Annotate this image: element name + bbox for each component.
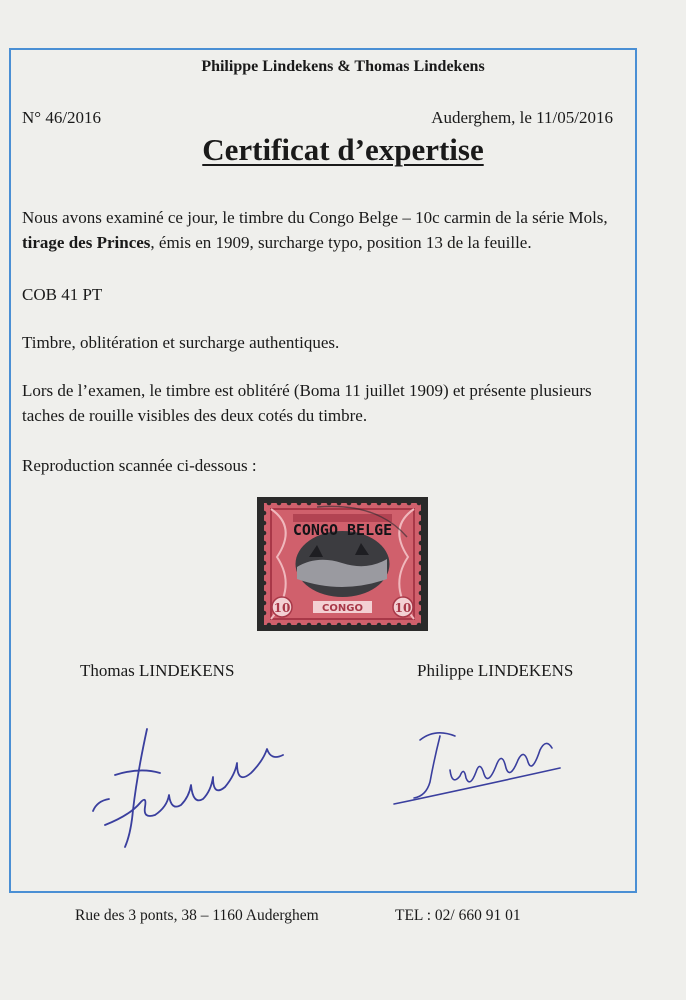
authenticity-statement: Timbre, oblitération et surcharge authentiques. xyxy=(22,333,340,352)
signature-stroke xyxy=(125,729,147,847)
description-text-2: , émis en 1909, surcharge typo xyxy=(150,233,359,252)
certificate-title: Certificat d’expertise xyxy=(202,132,484,167)
company-header: Philippe Lindekens & Thomas Lindekens xyxy=(201,58,485,75)
description-paragraph xyxy=(22,205,622,255)
signature-stroke xyxy=(420,733,455,740)
condition-paragraph: Lors de l’examen, le timbre est oblitéré (Boma 11 juillet 1909) et présente plusieurs taches de rouille visibles des deux cotés du timbre. xyxy=(22,381,592,425)
stamp-scan xyxy=(257,497,428,631)
signature-stroke xyxy=(414,736,440,798)
signature-left xyxy=(85,715,295,855)
catalogue-number: COB 41 PT xyxy=(22,285,103,304)
signatory-right-name: Philippe LINDEKENS xyxy=(417,661,574,680)
stamp-value-left: 10 xyxy=(273,601,291,615)
certificate-number: N° 46/2016 xyxy=(22,108,102,127)
stamp-bottom-text: CONGO xyxy=(322,603,363,614)
signature-right xyxy=(390,720,570,810)
description-bold-text: tirage des Princes xyxy=(22,233,151,252)
place-date: Auderghem, le 11/05/2016 xyxy=(431,108,613,127)
signatory-left-name: Thomas LINDEKENS xyxy=(80,661,235,680)
stamp-overprint: CONGO BELGE xyxy=(292,521,393,539)
footer-address: Rue des 3 ponts, 38 – 1160 Auderghem xyxy=(75,907,319,924)
stamp-illustration xyxy=(257,497,428,631)
signature-stroke xyxy=(93,799,109,811)
description-text: Nous avons examiné ce jour, le timbre du Congo Belge – 10c carmin de la série Mols, xyxy=(22,208,608,227)
signature-stroke xyxy=(450,743,552,781)
signature-stroke xyxy=(105,749,283,825)
reproduction-label: Reproduction scannée ci-dessous : xyxy=(22,456,257,475)
description-text-3: , position 13 de la feuille. xyxy=(358,233,532,252)
signature-underline xyxy=(394,768,560,804)
footer-telephone: TEL : 02/ 660 91 01 xyxy=(395,907,521,924)
stamp-value-right: 10 xyxy=(394,601,412,615)
